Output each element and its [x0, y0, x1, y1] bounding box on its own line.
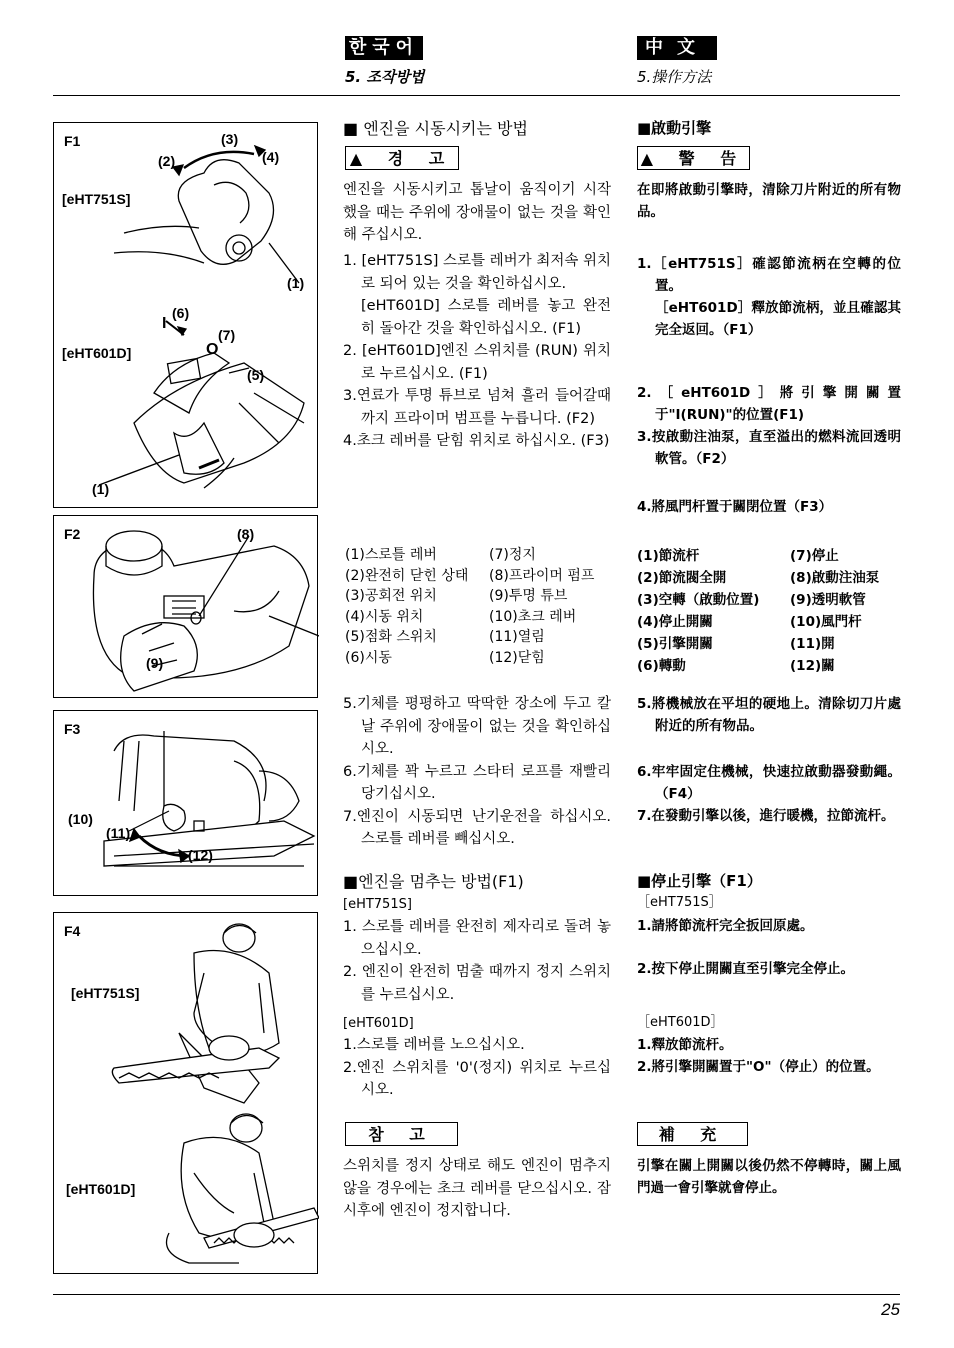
zh-stop-steps-b [637, 1034, 901, 1078]
figure-f1 [53, 122, 318, 508]
f1-callout-4: (4) [262, 149, 280, 165]
ko-step-5: 5.기체를 평평하고 딱딱한 장소에 두고 칼날 주위에 장애물이 없는 것을 확인하십시오. [343, 696, 611, 757]
ko-stop-steps-b [343, 1034, 611, 1102]
f3-callout-12: (12) [188, 847, 213, 863]
ko-legend-left [345, 545, 468, 669]
zh-stop-step-2: 2.按下停止開關直至引擎完全停止。 [637, 961, 855, 977]
ko-legend-item: (10)초크 레버 [489, 608, 577, 625]
ko-legend-item: (6)시동 [345, 649, 392, 666]
ko-step-4: 4.초크 레버를 닫힘 위치로 하십시오. (F3) [343, 433, 610, 449]
zh-step-1: 1.［eHT751S］確認節流柄在空轉的位置。 [637, 256, 901, 294]
ko-warning-text: 엔진을 시동시키고 톱날이 움직이기 시작했을 때는 주위에 장애물이 없는 것을 확인해 주십시오. [343, 182, 611, 243]
ko-legend-item: (5)점화 스위치 [345, 629, 437, 646]
zh-stop-step-1: 1.請將節流杆完全扳回原處。 [637, 918, 814, 934]
ko-legend-item: (7)정지 [489, 547, 536, 563]
zh-note-text: 引擎在關上開關以後仍然不停轉時，關上風門過一會引擎就會停止。 [637, 1158, 901, 1196]
f4-label: F4 [64, 923, 81, 939]
ko-legend-right [489, 545, 594, 669]
ko-legend-item: (3)공회전 위치 [345, 588, 437, 605]
zh-legend-item: (11)開 [790, 636, 835, 652]
korean-language-badge: 한국어 [345, 36, 423, 60]
zh-stop-step: 2.將引擎開關置于"O"（停止）的位置。 [637, 1059, 880, 1075]
zh-steps-a-3 [637, 496, 901, 518]
ko-warning-label: ▲ 경 고 [345, 146, 459, 170]
ko-legend-item: (4)시동 위치 [345, 608, 424, 625]
ko-note-text: 스위치를 정지 상태로 해도 엔진이 멈추지 않을 경우에는 초크 레버를 닫으십시오. 잠시후에 엔진이 정지합니다. [343, 1158, 611, 1219]
zh-legend-item: (10)風門杆 [790, 614, 862, 630]
f2-label: F2 [64, 526, 81, 542]
zh-steps-a-2 [637, 382, 901, 470]
ko-stop-steps-a [343, 916, 611, 1006]
ko-legend-item: (12)닫힘 [489, 649, 545, 666]
f1-callout-2: (2) [158, 153, 176, 169]
ko-stop-model-b: [eHT601D] [343, 1016, 414, 1031]
f1-callout-7: (7) [218, 327, 236, 343]
f2-callout-8: (8) [237, 526, 255, 542]
zh-legend-left [637, 545, 759, 677]
ko-step-1: 1. [eHT751S] 스로틀 레버가 최저속 위치로 되어 있는 것을 확인하십시오. [343, 253, 611, 292]
figure-f2 [53, 515, 318, 698]
ko-stop-step: 1.스로틀 레버를 노으십시오. [343, 1037, 525, 1053]
f1-model-eht601d: [eHT601D] [62, 345, 132, 361]
f1-callout-6: (6) [172, 305, 190, 321]
zh-step-3: 3.按啟動注油泵，直至溢出的燃料流回透明軟管。（F2） [637, 429, 901, 467]
zh-step-2: 2.［eHT601D］將引擎開關置于"I(RUN)"的位置(F1) [637, 385, 901, 423]
ko-steps-a [343, 250, 611, 453]
f3-callout-10: (10) [68, 811, 93, 827]
ko-legend-item: (11)열림 [489, 629, 545, 646]
zh-legend-item: (7)停止 [790, 548, 839, 564]
zh-steps-b-1 [637, 693, 901, 737]
zh-legend-item: (2)節流閥全開 [637, 570, 727, 586]
zh-steps-a-1 [637, 253, 901, 341]
ko-step-6: 6.기체를 꽉 누르고 스타터 로프를 재빨리 당기십시오. [343, 763, 611, 802]
zh-legend-right [790, 545, 879, 677]
f4-illustration [54, 913, 319, 1275]
ko-stop-heading: ■엔진을 멈추는 방법(F1) [343, 872, 524, 891]
chinese-section-title: 5.操作方法 [637, 68, 712, 86]
chinese-language-badge: 中文 [637, 36, 717, 60]
zh-stop-model-b: ［eHT601D］ [637, 1015, 724, 1030]
zh-step-4: 4.將風門杆置于關閉位置（F3） [637, 499, 833, 515]
f3-label: F3 [64, 721, 81, 737]
zh-warning-text: 在即將啟動引擎時，清除刀片附近的所有物品。 [637, 182, 901, 220]
zh-stop-heading: ■停止引擎（F1） [637, 872, 762, 890]
f1-callout-1-bottom: (1) [92, 481, 110, 497]
f4-model-eht601d: [eHT601D] [66, 1181, 136, 1197]
zh-stop-model-a: ［eHT751S］ [637, 895, 722, 910]
ko-steps-b [343, 693, 611, 851]
f3-illustration [54, 711, 319, 897]
zh-note-label: 補 充 [637, 1122, 748, 1146]
zh-step-5: 5.將機械放在平坦的硬地上。清除切刀片處附近的所有物品。 [637, 696, 901, 734]
ko-legend-item: (9)투명 튜브 [489, 588, 568, 605]
f4-model-eht751s: [eHT751S] [71, 985, 140, 1001]
korean-section-title: 5. 조작방법 [345, 68, 425, 86]
ko-legend-item: (1)스로틀 레버 [345, 547, 437, 563]
zh-legend-item: (5)引擎開關 [637, 636, 713, 652]
zh-legend-item: (6)轉動 [637, 658, 686, 674]
f1-callout-3: (3) [221, 131, 239, 147]
zh-step-1b: ［eHT601D］釋放節流柄，並且確認其完全返回。（F1） [655, 300, 901, 338]
f1-callout-5: (5) [247, 367, 265, 383]
f2-callout-9: (9) [146, 655, 164, 671]
f1-label: F1 [64, 133, 81, 149]
f3-callout-11: (11) [106, 825, 131, 841]
zh-stop-step: 1.釋放節流杆。 [637, 1037, 733, 1053]
f1-symbol-stop: O [206, 341, 219, 358]
zh-legend-item: (1)節流杆 [637, 548, 700, 564]
ko-step-1b: [eHT601D] 스로틀 레버를 놓고 완전히 돌아간 것을 확인하십시오. (F1) [361, 298, 611, 337]
zh-legend-item: (12)關 [790, 658, 835, 674]
f1-model-eht751s: [eHT751S] [62, 191, 131, 207]
ko-step-7: 7.엔진이 시동되면 난기운전을 하십시오. 스로틀 레버를 빼십시오. [343, 808, 611, 847]
zh-start-heading: ■啟動引擎 [637, 119, 712, 137]
ko-note-label: 참 고 [345, 1122, 458, 1146]
ko-stop-model-a: [eHT751S] [343, 897, 412, 912]
f1-callout-1-top: (1) [287, 275, 305, 291]
footer-rule [53, 1294, 900, 1295]
page-number: 25 [881, 1300, 900, 1319]
zh-step-7: 7.在發動引擎以後，進行暖機，拉節流杆。 [637, 808, 895, 824]
zh-legend-item: (8)啟動注油泵 [790, 570, 880, 586]
ko-stop-step: 2. 엔진이 완전히 멈출 때까지 정지 스위치를 누르십시오. [343, 964, 611, 1003]
zh-legend-item: (9)透明軟管 [790, 592, 866, 608]
ko-step-2: 2. [eHT601D]엔진 스위치를 (RUN) 위치로 누르십시오. (F1) [343, 343, 611, 382]
ko-stop-step: 1. 스로틀 레버를 완전히 제자리로 돌려 놓으십시오. [343, 919, 611, 958]
zh-steps-b-2 [637, 761, 901, 827]
figure-f4 [53, 912, 318, 1274]
zh-warning-label: ▲ 警 告 [637, 146, 750, 170]
ko-legend-item: (8)프라이머 펌프 [489, 567, 595, 584]
zh-legend-item: (4)停止開關 [637, 614, 713, 630]
zh-step-6: 6.牢牢固定住機械，快速拉啟動器發動繩。（F4） [637, 764, 901, 802]
ko-start-heading: ■ 엔진을 시동시키는 방법 [343, 119, 528, 138]
figure-f3 [53, 710, 318, 896]
ko-legend-item: (2)완전히 닫힌 상태 [345, 567, 469, 584]
ko-stop-step: 2.엔진 스위치를 '0'(정지) 위치로 누르십시오. [343, 1059, 611, 1098]
header-rule [53, 95, 900, 96]
zh-legend-item: (3)空轉（啟動位置) [637, 592, 760, 608]
f2-illustration [54, 516, 319, 699]
ko-step-3: 3.연료가 투명 튜브로 넘쳐 흘러 들어갈때까지 프라이머 범프를 누릅니다. (F2) [343, 388, 611, 427]
f1-symbol-run: I [162, 315, 167, 332]
